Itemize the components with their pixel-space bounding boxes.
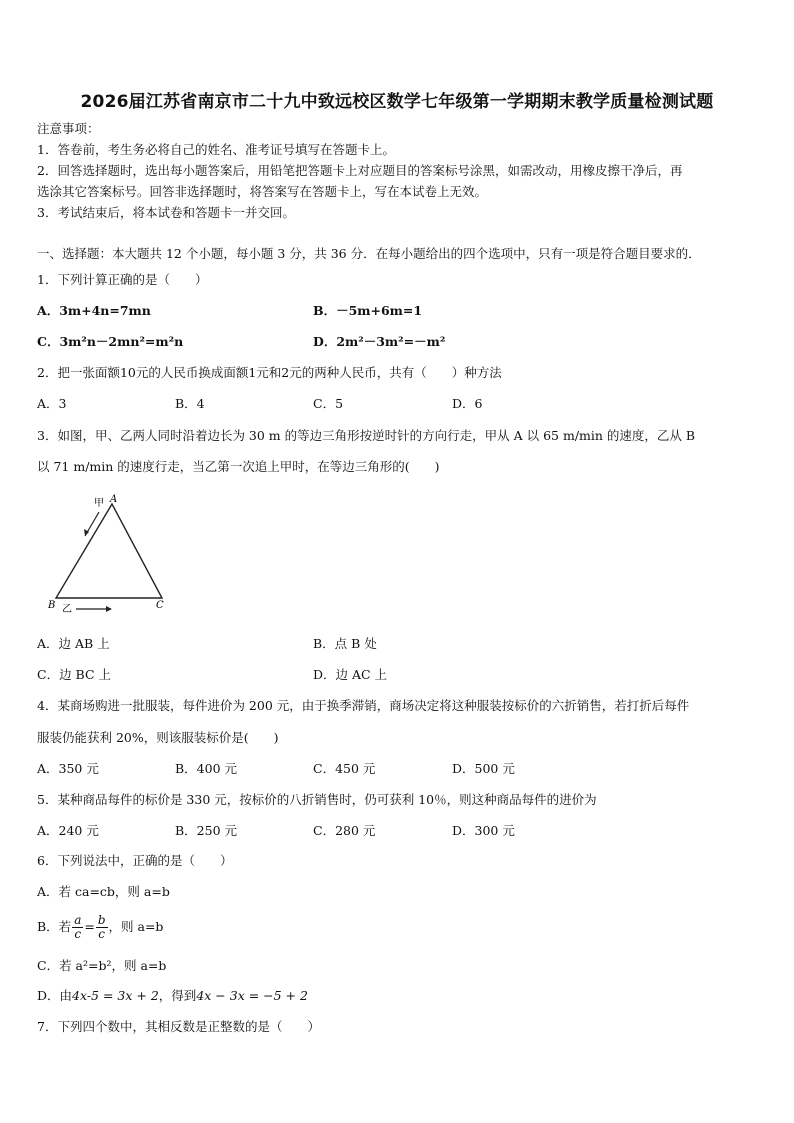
q1-option-d: D．2m²－3m²=－m² xyxy=(313,334,446,349)
equation-1: 4x-5 = 3x + 2 xyxy=(72,988,159,1003)
label-vertex-c: C xyxy=(156,600,164,611)
q5-option-c: C．280 元 xyxy=(313,823,376,838)
fraction-a-over-c xyxy=(72,914,83,941)
label-yi: 乙 xyxy=(62,604,72,615)
notice-item-1: 1．答卷前，考生务必将自己的姓名、准考证号填写在答题卡上。 xyxy=(37,142,395,157)
q4-option-b: B．400 元 xyxy=(175,761,238,776)
fraction-b-over-c xyxy=(96,914,108,941)
equals-sign: = xyxy=(84,919,95,934)
q4-stem-line2: 服装仍能获利 20%，则该服装标价是( ) xyxy=(37,730,279,745)
notice-item-3: 3．考试结束后，将本试卷和答题卡一并交回。 xyxy=(37,205,295,220)
label-jia: 甲 xyxy=(94,498,104,509)
q5-option-a: A．240 元 xyxy=(37,823,99,838)
label-vertex-a: A xyxy=(110,494,118,505)
q6-option-d-prefix: D．由 xyxy=(37,988,73,1003)
section-heading: 一、选择题：本大题共 12 个小题，每小题 3 分，共 36 分．在每小题给出的四个选项中，只有一项是符合题目要求的． xyxy=(37,246,701,261)
q2-option-b: B．4 xyxy=(175,396,205,411)
q5-option-b: B．250 元 xyxy=(175,823,238,838)
q2-stem: 2．把一张面额10元的人民币换成面额1元和2元的两种人民币，共有（ ）种方法 xyxy=(37,365,502,380)
q4-option-a: A．350 元 xyxy=(37,761,99,776)
q6-option-b-suffix: ，则 a=b xyxy=(108,919,164,934)
notice-heading: 注意事项： xyxy=(37,121,100,136)
q6-stem: 6．下列说法中，正确的是（ ） xyxy=(37,853,233,868)
page-title: 2026届江苏省南京市二十九中致远校区数学七年级第一学期期末教学质量检测试题 xyxy=(80,92,714,112)
q6-option-d-mid: ，得到 xyxy=(158,988,197,1003)
q1-option-c: C．3m²n－2mn²=m²n xyxy=(37,334,184,349)
q6-option-b xyxy=(37,912,163,942)
q3-option-b: B．点 B 处 xyxy=(313,636,377,651)
q2-option-a: A．3 xyxy=(37,396,67,411)
q5-option-d: D．300 元 xyxy=(452,823,515,838)
q6-option-d xyxy=(37,988,308,1004)
q4-option-d: D．500 元 xyxy=(452,761,515,776)
q1-option-b: B．－5m+6m=1 xyxy=(313,303,423,318)
q6-option-a: A．若 ca=cb，则 a=b xyxy=(37,884,170,899)
fraction-denominator: c xyxy=(74,927,82,941)
fraction-denominator: c xyxy=(98,927,106,941)
notice-item-2: 2．回答选择题时，选出每小题答案后，用铅笔把答题卡上对应题目的答案标号涂黑，如需改动，用橡皮擦干净后，再 xyxy=(37,163,683,178)
q2-option-c: C．5 xyxy=(313,396,344,411)
equilateral-triangle xyxy=(56,504,162,598)
q1-option-a: A．3m+4n=7mn xyxy=(37,303,151,318)
q3-option-c: C．边 BC 上 xyxy=(37,667,111,682)
q3-option-a: A．边 AB 上 xyxy=(37,636,110,651)
fraction-numerator: b xyxy=(97,913,106,927)
q3-stem-line2: 以 71 m/min 的速度行走，当乙第一次追上甲时，在等边三角形的( ) xyxy=(37,459,440,474)
q3-stem-line1: 3．如图，甲、乙两人同时沿着边长为 30 m 的等边三角形按逆时针的方向行走，甲从 A 以 65 m/min 的速度，乙从 B xyxy=(37,428,696,443)
notice-item-2-cont: 选涂其它答案标号。回答非选择题时，将答案写在答题卡上，写在本试卷上无效。 xyxy=(37,184,488,199)
q4-stem-line1: 4．某商场购进一批服装，每件进价为 200 元，由于换季滞销，商场决定将这种服装按标价的六折销售，若打折后每件 xyxy=(37,698,690,713)
q4-option-c: C．450 元 xyxy=(313,761,376,776)
q5-stem: 5．某种商品每件的标价是 330 元，按标价的八折销售时，仍可获利 10％，则这种商品每件的进价为 xyxy=(37,792,597,807)
triangle-figure xyxy=(44,490,174,618)
q6-option-c: C．若 a²=b²，则 a=b xyxy=(37,958,167,973)
equation-2: 4x − 3x = −5 + 2 xyxy=(196,988,308,1003)
label-vertex-b: B xyxy=(48,600,56,611)
q1-stem: 1．下列计算正确的是（ ） xyxy=(37,272,208,287)
fraction-numerator: a xyxy=(74,913,82,927)
q3-option-d: D．边 AC 上 xyxy=(313,667,388,682)
arrow-yi-head xyxy=(106,606,112,612)
q7-stem: 7．下列四个数中，其相反数是正整数的是（ ） xyxy=(37,1019,320,1034)
q6-option-b-prefix: B．若 xyxy=(37,919,72,934)
q2-option-d: D．6 xyxy=(452,396,483,411)
